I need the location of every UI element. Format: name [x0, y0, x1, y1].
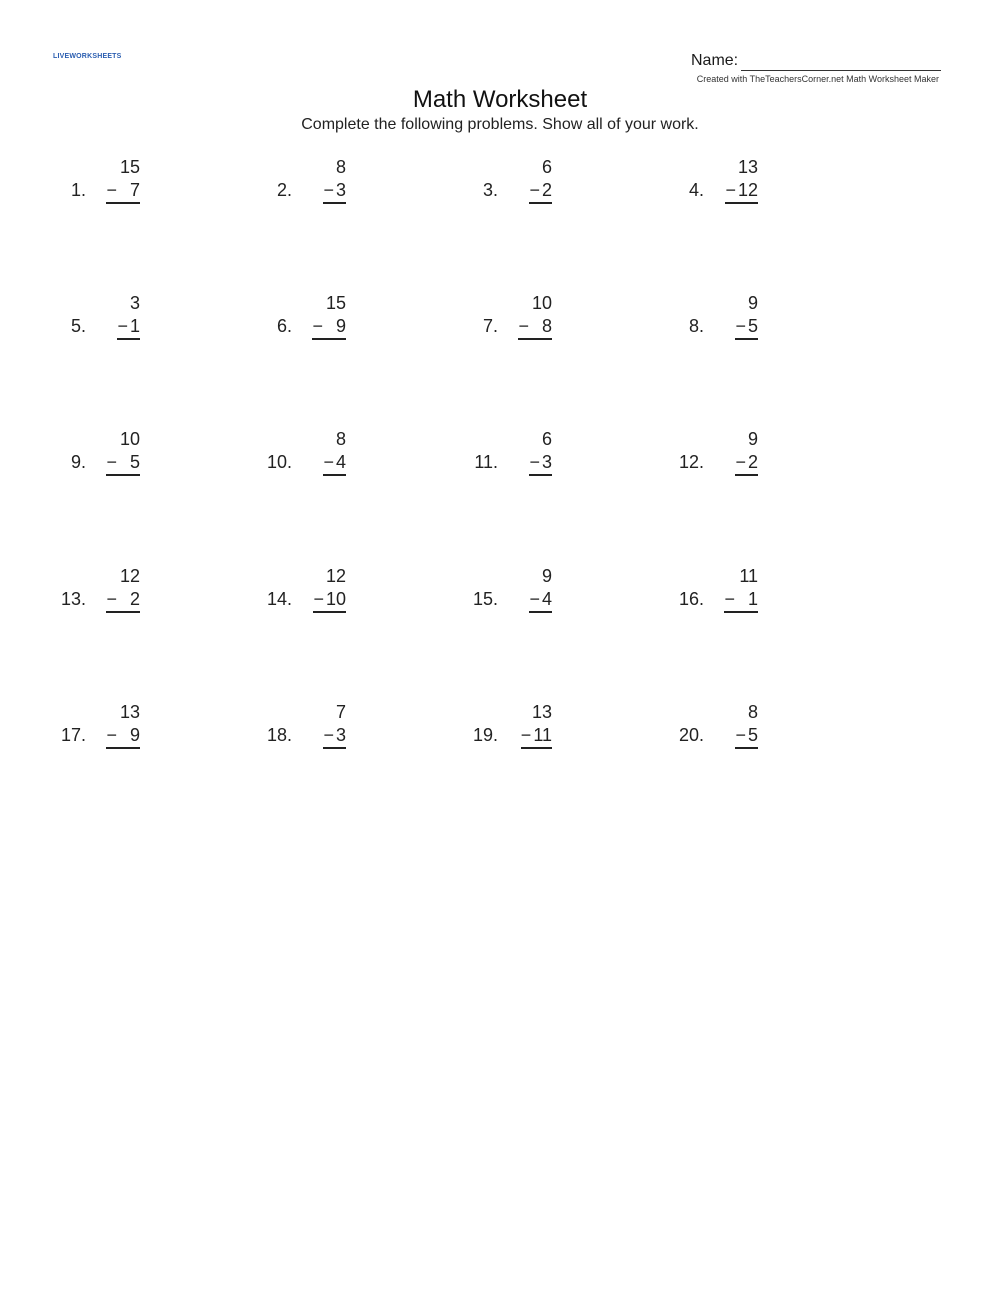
- problem-number: 12.: [678, 452, 704, 472]
- subtrahend: 9: [335, 316, 346, 336]
- minus-sign: −: [735, 452, 746, 472]
- minus-sign: −: [735, 725, 746, 745]
- subtrahend: 3: [335, 725, 346, 745]
- problem-number: 17.: [60, 725, 86, 745]
- subtrahend-line: [735, 452, 758, 476]
- problem-number: 3.: [482, 180, 498, 200]
- problem-number: 10.: [266, 452, 292, 472]
- problem-number: 8.: [688, 316, 704, 336]
- subtrahend: 2: [129, 589, 140, 609]
- problem-number: 15.: [472, 589, 498, 609]
- subtrahend-line: [313, 589, 346, 613]
- subtrahend: 4: [335, 452, 346, 472]
- minuend: 8: [747, 702, 758, 722]
- minus-sign: −: [323, 180, 334, 200]
- minuend: 6: [541, 429, 552, 449]
- minus-sign: −: [520, 725, 532, 745]
- problem-number: 6.: [276, 316, 292, 336]
- problem-number: 11.: [474, 452, 498, 472]
- minuend: 13: [119, 702, 140, 722]
- minus-sign: −: [529, 589, 540, 609]
- minuend: 13: [737, 157, 758, 177]
- subtrahend-line: [323, 452, 346, 476]
- minus-sign: −: [106, 180, 117, 200]
- subtrahend: 3: [541, 452, 552, 472]
- subtrahend-line: [529, 180, 552, 204]
- problem-3: [462, 157, 572, 207]
- minuend: 9: [747, 429, 758, 449]
- minuend: 9: [747, 293, 758, 313]
- problem-8: [668, 293, 778, 343]
- problem-number: 16.: [678, 589, 704, 609]
- problem-5: [50, 293, 160, 343]
- minus-sign: −: [518, 316, 529, 336]
- subtrahend-line: [529, 452, 552, 476]
- minus-sign: −: [312, 316, 323, 336]
- subtrahend: 5: [129, 452, 140, 472]
- minuend: 7: [335, 702, 346, 722]
- subtrahend: 3: [335, 180, 346, 200]
- problem-4: [668, 157, 778, 207]
- minus-sign: −: [106, 589, 117, 609]
- problem-16: [668, 566, 778, 616]
- minuend: 9: [541, 566, 552, 586]
- subtrahend-line: [106, 180, 140, 204]
- worksheet-title: Math Worksheet: [412, 86, 588, 113]
- subtrahend-line: [724, 589, 758, 613]
- problem-15: [462, 566, 572, 616]
- subtrahend: 10: [325, 589, 346, 609]
- problem-number: 20.: [678, 725, 704, 745]
- minus-sign: −: [529, 180, 540, 200]
- minus-sign: −: [323, 452, 334, 472]
- subtrahend-line: [106, 589, 140, 613]
- minus-sign: −: [106, 725, 117, 745]
- problem-number: 2.: [276, 180, 292, 200]
- subtrahend-line: [518, 316, 552, 340]
- problem-17: [50, 702, 160, 752]
- problem-number: 14.: [266, 589, 292, 609]
- problem-12: [668, 429, 778, 479]
- subtrahend: 11: [533, 725, 552, 745]
- problem-7: [462, 293, 572, 343]
- problem-20: [668, 702, 778, 752]
- problem-number: 7.: [482, 316, 498, 336]
- problem-13: [50, 566, 160, 616]
- minuend: 10: [119, 429, 140, 449]
- minuend: 10: [531, 293, 552, 313]
- minuend: 15: [325, 293, 346, 313]
- minus-sign: −: [735, 316, 746, 336]
- minus-sign: −: [106, 452, 117, 472]
- subtrahend-line: [312, 316, 346, 340]
- name-label: Name:: [691, 52, 739, 69]
- minuend: 8: [335, 157, 346, 177]
- subtrahend: 12: [737, 180, 758, 200]
- problem-number: 5.: [70, 316, 86, 336]
- minuend: 13: [531, 702, 552, 722]
- subtrahend-line: [725, 180, 758, 204]
- minus-sign: −: [323, 725, 334, 745]
- minus-sign: −: [313, 589, 324, 609]
- subtrahend: 1: [129, 316, 140, 336]
- minuend: 15: [119, 157, 140, 177]
- subtrahend: 2: [747, 452, 758, 472]
- subtrahend-line: [521, 725, 552, 749]
- subtrahend-line: [735, 316, 758, 340]
- problem-6: [256, 293, 366, 343]
- subtrahend: 5: [747, 725, 758, 745]
- problem-number: 18.: [266, 725, 292, 745]
- minus-sign: −: [725, 180, 736, 200]
- subtrahend-line: [106, 725, 140, 749]
- minus-sign: −: [724, 589, 735, 609]
- problem-14: [256, 566, 366, 616]
- subtrahend: 4: [541, 589, 552, 609]
- problem-10: [256, 429, 366, 479]
- subtrahend-line: [323, 180, 346, 204]
- problem-1: [50, 157, 160, 207]
- subtrahend-line: [529, 589, 552, 613]
- problem-number: 9.: [70, 452, 86, 472]
- minuend: 3: [129, 293, 140, 313]
- subtrahend: 8: [541, 316, 552, 336]
- subtrahend: 1: [747, 589, 758, 609]
- subtrahend: 7: [129, 180, 140, 200]
- subtrahend-line: [323, 725, 346, 749]
- minuend: 8: [335, 429, 346, 449]
- subtrahend-line: [735, 725, 758, 749]
- problem-18: [256, 702, 366, 752]
- problem-9: [50, 429, 160, 479]
- credit-text: Created with TheTeachersCorner.net Math Worksheet Maker: [696, 74, 939, 84]
- subtrahend: 5: [747, 316, 758, 336]
- minuend: 6: [541, 157, 552, 177]
- subtrahend: 9: [129, 725, 140, 745]
- subtrahend: 2: [541, 180, 552, 200]
- problem-2: [256, 157, 366, 207]
- problem-number: 13.: [60, 589, 86, 609]
- minuend: 11: [739, 566, 758, 586]
- problem-19: [462, 702, 572, 752]
- problem-11: [462, 429, 572, 479]
- liveworksheets-logo: LIVEWORKSHEETS: [53, 53, 122, 60]
- problem-number: 1.: [70, 180, 86, 200]
- worksheet-instructions: Complete the following problems. Show all of your work.: [301, 116, 699, 133]
- subtrahend-line: [106, 452, 140, 476]
- subtrahend-line: [117, 316, 140, 340]
- problem-number: 19.: [472, 725, 498, 745]
- minuend: 12: [119, 566, 140, 586]
- minus-sign: −: [117, 316, 128, 336]
- minus-sign: −: [529, 452, 540, 472]
- minuend: 12: [325, 566, 346, 586]
- problem-number: 4.: [688, 180, 704, 200]
